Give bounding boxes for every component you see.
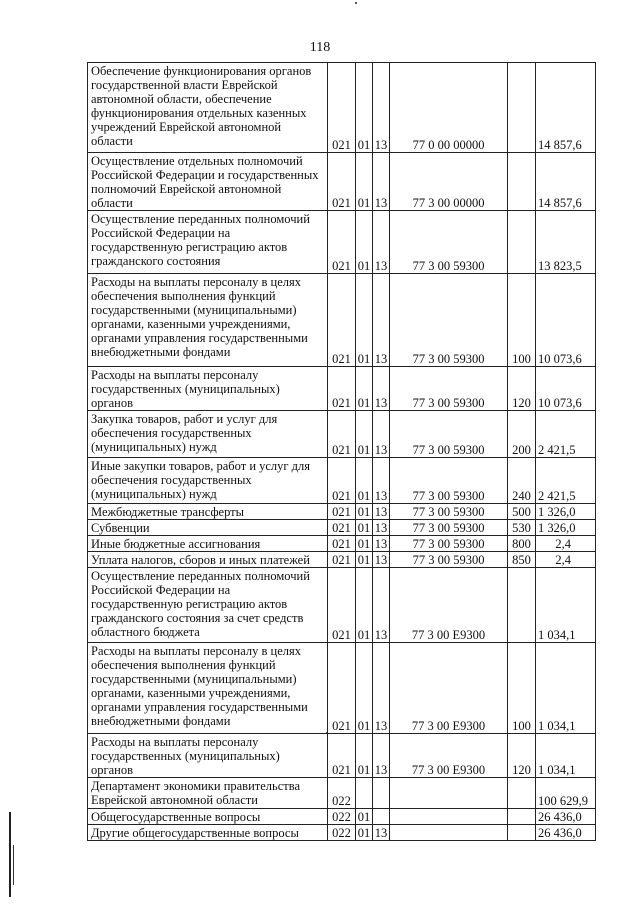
section-code [356, 778, 373, 809]
table-body [88, 63, 596, 841]
subsection-code: 13 [373, 643, 390, 734]
target-article-code [390, 778, 508, 809]
row-name: Общегосударственные вопросы [88, 809, 328, 825]
target-article-code: 77 3 00 59300 [390, 552, 508, 568]
ministry-code: 021 [328, 536, 356, 552]
section-code: 01 [356, 274, 373, 367]
expense-type-code: 240 [508, 458, 536, 504]
row-name: Другие общегосударственные вопросы [88, 825, 328, 841]
expense-type-code: 530 [508, 520, 536, 536]
subsection-code: 13 [373, 63, 390, 153]
target-article-code: 77 3 00 59300 [390, 367, 508, 411]
target-article-code: 77 3 00 59300 [390, 458, 508, 504]
ministry-code: 021 [328, 274, 356, 367]
amount: 2 421,5 [536, 411, 596, 458]
subsection-code [373, 809, 390, 825]
section-code: 01 [356, 153, 373, 211]
expense-type-code: 120 [508, 367, 536, 411]
subsection-code: 13 [373, 536, 390, 552]
target-article-code: 77 3 00 59300 [390, 520, 508, 536]
expense-type-code: 500 [508, 504, 536, 520]
section-code: 01 [356, 825, 373, 841]
ministry-code: 021 [328, 504, 356, 520]
section-code: 01 [356, 536, 373, 552]
margin-line [9, 812, 11, 897]
expense-type-code [508, 809, 536, 825]
subsection-code: 13 [373, 153, 390, 211]
ministry-code: 021 [328, 568, 356, 643]
amount: 2,4 [536, 552, 596, 568]
amount: 14 857,6 [536, 153, 596, 211]
section-code: 01 [356, 734, 373, 778]
table-row [88, 63, 596, 153]
row-name: Расходы на выплаты персоналу в целях обеспечения выполнения функций государственными (муниципальными) органами, казенными учреждениями, органами управления государственными внебюджетными фондами [88, 274, 328, 367]
row-name: Осуществление отдельных полномочий Российской Федерации и государственных полномочий Еврейской автономной области [88, 153, 328, 211]
subsection-code: 13 [373, 211, 390, 274]
row-name: Закупка товаров, работ и услуг для обеспечения государственных (муниципальных) нужд [88, 411, 328, 458]
subsection-code: 13 [373, 734, 390, 778]
section-code: 01 [356, 211, 373, 274]
target-article-code [390, 809, 508, 825]
target-article-code: 77 3 00 E9300 [390, 734, 508, 778]
expense-type-code [508, 63, 536, 153]
table-row [88, 153, 596, 211]
row-name: Субвенции [88, 520, 328, 536]
amount: 1 326,0 [536, 504, 596, 520]
ministry-code: 022 [328, 809, 356, 825]
subsection-code: 13 [373, 568, 390, 643]
table-row [88, 274, 596, 367]
target-article-code: 77 3 00 E9300 [390, 643, 508, 734]
section-code: 01 [356, 568, 373, 643]
row-name: Уплата налогов, сборов и иных платежей [88, 552, 328, 568]
ministry-code: 021 [328, 63, 356, 153]
expense-type-code [508, 825, 536, 841]
row-name: Обеспечение функционирования органов государственной власти Еврейской автономной области, обеспечение функционирования отдельных казенных учреждений Еврейской автономной области [88, 63, 328, 153]
row-name: Осуществление переданных полномочий Российской Федерации на государственную регистрацию актов гражданского состояния за счет средств областного бюджета [88, 568, 328, 643]
section-code: 01 [356, 504, 373, 520]
table-row [88, 211, 596, 274]
scan-mark [355, 2, 357, 4]
amount: 1 326,0 [536, 520, 596, 536]
row-name: Иные закупки товаров, работ и услуг для обеспечения государственных (муниципальных) нужд [88, 458, 328, 504]
expense-type-code [508, 211, 536, 274]
expense-type-code: 100 [508, 274, 536, 367]
row-name: Расходы на выплаты персоналу государственных (муниципальных) органов [88, 734, 328, 778]
row-name: Расходы на выплаты персоналу в целях обеспечения выполнения функций государственными (муниципальными) органами, казенными учреждениями, органами управления государственными внебюджетными фондами [88, 643, 328, 734]
target-article-code [390, 825, 508, 841]
subsection-code: 13 [373, 458, 390, 504]
table-row [88, 552, 596, 568]
row-name: Межбюджетные трансферты [88, 504, 328, 520]
section-code: 01 [356, 520, 373, 536]
amount: 2 421,5 [536, 458, 596, 504]
row-name: Расходы на выплаты персоналу государственных (муниципальных) органов [88, 367, 328, 411]
amount: 13 823,5 [536, 211, 596, 274]
subsection-code: 13 [373, 274, 390, 367]
expense-type-code: 120 [508, 734, 536, 778]
subsection-code: 13 [373, 520, 390, 536]
section-code: 01 [356, 411, 373, 458]
row-name: Департамент экономики правительства Еврейской автономной области [88, 778, 328, 809]
section-code: 01 [356, 552, 373, 568]
subsection-code: 13 [373, 367, 390, 411]
section-code: 01 [356, 458, 373, 504]
amount: 26 436,0 [536, 809, 596, 825]
ministry-code: 021 [328, 367, 356, 411]
amount: 10 073,6 [536, 274, 596, 367]
target-article-code: 77 3 00 00000 [390, 153, 508, 211]
ministry-code: 021 [328, 520, 356, 536]
table-row [88, 536, 596, 552]
section-code: 01 [356, 63, 373, 153]
margin-line [13, 845, 14, 885]
expense-type-code [508, 568, 536, 643]
ministry-code: 022 [328, 825, 356, 841]
table-row [88, 458, 596, 504]
subsection-code [373, 778, 390, 809]
budget-table [87, 62, 596, 841]
amount: 1 034,1 [536, 643, 596, 734]
table-row [88, 778, 596, 809]
ministry-code: 021 [328, 643, 356, 734]
amount: 14 857,6 [536, 63, 596, 153]
amount: 2,4 [536, 536, 596, 552]
amount: 100 629,9 [536, 778, 596, 809]
subsection-code: 13 [373, 552, 390, 568]
table-row [88, 734, 596, 778]
ministry-code: 022 [328, 778, 356, 809]
target-article-code: 77 3 00 59300 [390, 536, 508, 552]
target-article-code: 77 3 00 E9300 [390, 568, 508, 643]
expense-type-code: 100 [508, 643, 536, 734]
amount: 1 034,1 [536, 568, 596, 643]
amount: 26 436,0 [536, 825, 596, 841]
subsection-code: 13 [373, 504, 390, 520]
row-name: Иные бюджетные ассигнования [88, 536, 328, 552]
table-row [88, 825, 596, 841]
amount: 1 034,1 [536, 734, 596, 778]
subsection-code: 13 [373, 411, 390, 458]
ministry-code: 021 [328, 153, 356, 211]
table-row [88, 568, 596, 643]
target-article-code: 77 0 00 00000 [390, 63, 508, 153]
table-row [88, 411, 596, 458]
table-row [88, 809, 596, 825]
section-code: 01 [356, 809, 373, 825]
table-row [88, 367, 596, 411]
ministry-code: 021 [328, 734, 356, 778]
amount: 10 073,6 [536, 367, 596, 411]
page-number: 118 [309, 40, 331, 55]
expense-type-code: 800 [508, 536, 536, 552]
row-name: Осуществление переданных полномочий Российской Федерации на государственную регистрацию актов гражданского состояния [88, 211, 328, 274]
ministry-code: 021 [328, 211, 356, 274]
expense-type-code [508, 778, 536, 809]
section-code: 01 [356, 367, 373, 411]
table-row [88, 643, 596, 734]
expense-type-code: 850 [508, 552, 536, 568]
subsection-code: 13 [373, 825, 390, 841]
section-code: 01 [356, 643, 373, 734]
expense-type-code: 200 [508, 411, 536, 458]
table-row [88, 520, 596, 536]
ministry-code: 021 [328, 458, 356, 504]
target-article-code: 77 3 00 59300 [390, 211, 508, 274]
expense-type-code [508, 153, 536, 211]
target-article-code: 77 3 00 59300 [390, 274, 508, 367]
target-article-code: 77 3 00 59300 [390, 504, 508, 520]
table-row [88, 504, 596, 520]
ministry-code: 021 [328, 552, 356, 568]
ministry-code: 021 [328, 411, 356, 458]
target-article-code: 77 3 00 59300 [390, 411, 508, 458]
